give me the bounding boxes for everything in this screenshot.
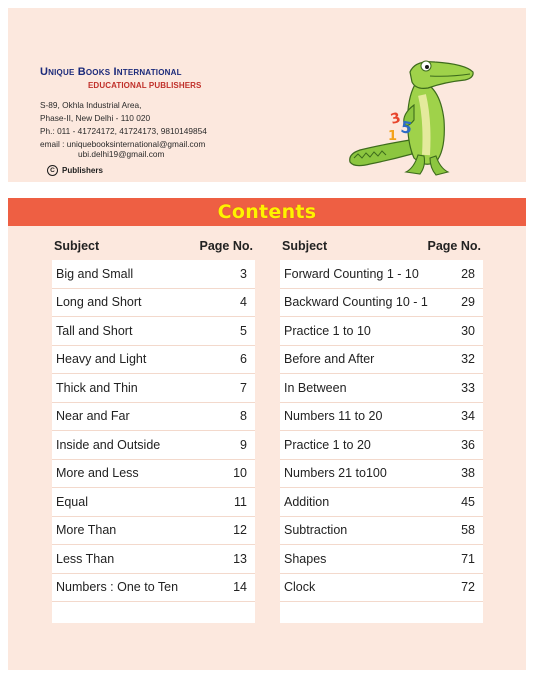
page-number: 3 <box>240 266 247 281</box>
page-number: 71 <box>461 551 475 566</box>
list-item <box>52 574 255 603</box>
list-item <box>280 374 483 403</box>
svg-text:5: 5 <box>399 117 414 138</box>
page-number: 45 <box>461 494 475 509</box>
page-number: 8 <box>240 409 247 424</box>
page-number: 32 <box>461 352 475 367</box>
contents-list <box>280 260 483 623</box>
email-line: email : uniquebooksinternational@gmail.com <box>40 139 206 149</box>
copyright-notice <box>47 165 103 176</box>
subject-text: Heavy and Light <box>56 352 147 367</box>
subject-text: More and Less <box>56 466 139 481</box>
list-item <box>280 517 483 546</box>
page-number: 5 <box>240 323 247 338</box>
list-item <box>52 260 255 289</box>
subject-text: Before and After <box>284 352 375 367</box>
page-title: Contents <box>217 201 317 223</box>
page-number: 13 <box>233 551 247 566</box>
list-item <box>280 545 483 574</box>
page-number: 11 <box>234 494 247 509</box>
page-number: 14 <box>233 580 247 595</box>
list-item <box>52 517 255 546</box>
page-number: 58 <box>461 523 475 538</box>
svg-text:1: 1 <box>388 129 398 144</box>
subject-text: Backward Counting 10 - 1 <box>284 295 428 310</box>
list-item <box>280 346 483 375</box>
list-item <box>52 374 255 403</box>
page-number: 36 <box>461 437 475 452</box>
subject-text: Forward Counting 1 - 10 <box>284 266 419 281</box>
list-item <box>280 260 483 289</box>
subject-text: Addition <box>284 494 330 509</box>
list-item <box>52 403 255 432</box>
subject-text: Tall and Short <box>56 323 133 338</box>
column-header <box>280 232 483 260</box>
subject-header: Subject <box>54 239 100 253</box>
list-item <box>280 431 483 460</box>
column-header <box>52 232 255 260</box>
copyright-label: Publishers <box>62 166 103 175</box>
page-number: 72 <box>461 580 475 595</box>
page-number: 30 <box>461 323 475 338</box>
phone-line: Ph.: 011 - 41724172, 41724173, 9810149854 <box>40 126 207 136</box>
subject-text: Equal <box>56 494 88 509</box>
list-item <box>52 346 255 375</box>
page-header: Page No. <box>427 239 481 253</box>
list-item <box>52 289 255 318</box>
contents-list <box>52 260 255 623</box>
subject-text: Shapes <box>284 551 327 566</box>
subject-text: More Than <box>56 523 117 538</box>
list-item <box>280 289 483 318</box>
list-item <box>52 317 255 346</box>
contents-column-left <box>52 232 255 623</box>
page-number: 10 <box>233 466 247 481</box>
subject-text: Numbers 21 to100 <box>284 466 387 481</box>
subject-text: Subtraction <box>284 523 348 538</box>
subject-text: Numbers : One to Ten <box>56 580 179 595</box>
list-item <box>280 574 483 603</box>
address-line-1: S-89, Okhla Industrial Area, <box>40 100 142 110</box>
subject-text: Inside and Outside <box>56 437 161 452</box>
contents-column-right <box>280 232 483 623</box>
subject-text: Near and Far <box>56 409 130 424</box>
subject-header: Subject <box>282 239 328 253</box>
publisher-subtitle: EDUCATIONAL PUBLISHERS <box>88 81 202 90</box>
list-item <box>280 317 483 346</box>
page-number: 38 <box>461 466 475 481</box>
page-number: 33 <box>461 380 475 395</box>
subject-text: Practice 1 to 10 <box>284 323 371 338</box>
crocodile-mascot-icon <box>340 50 480 180</box>
page-number: 6 <box>240 352 247 367</box>
list-item <box>52 431 255 460</box>
publisher-name: Unique Books International <box>40 66 182 78</box>
email-line-2: ubi.delhi19@gmail.com <box>78 149 165 159</box>
subject-text: Practice 1 to 20 <box>284 437 371 452</box>
svg-text:3: 3 <box>388 109 403 128</box>
list-item <box>280 403 483 432</box>
subject-text: Big and Small <box>56 266 134 281</box>
list-item <box>52 460 255 489</box>
list-item <box>280 460 483 489</box>
list-item <box>52 545 255 574</box>
page-number: 28 <box>461 266 475 281</box>
subject-text: Clock <box>284 580 316 595</box>
page-number: 29 <box>461 295 475 310</box>
subject-text: Long and Short <box>56 295 142 310</box>
copyright-icon: C <box>47 165 58 176</box>
subject-text: In Between <box>284 380 347 395</box>
list-item <box>52 488 255 517</box>
page-number: 12 <box>233 523 247 538</box>
page-number: 4 <box>240 295 247 310</box>
page-header: Page No. <box>199 239 253 253</box>
page-number: 7 <box>240 380 247 395</box>
page-number: 9 <box>240 437 247 452</box>
page-number: 34 <box>461 409 475 424</box>
subject-text: Less Than <box>56 551 115 566</box>
address-line-2: Phase-II, New Delhi - 110 020 <box>40 113 151 123</box>
contents-banner <box>8 198 526 226</box>
subject-text: Numbers 11 to 20 <box>284 409 383 424</box>
subject-text: Thick and Thin <box>56 380 138 395</box>
list-item <box>280 488 483 517</box>
